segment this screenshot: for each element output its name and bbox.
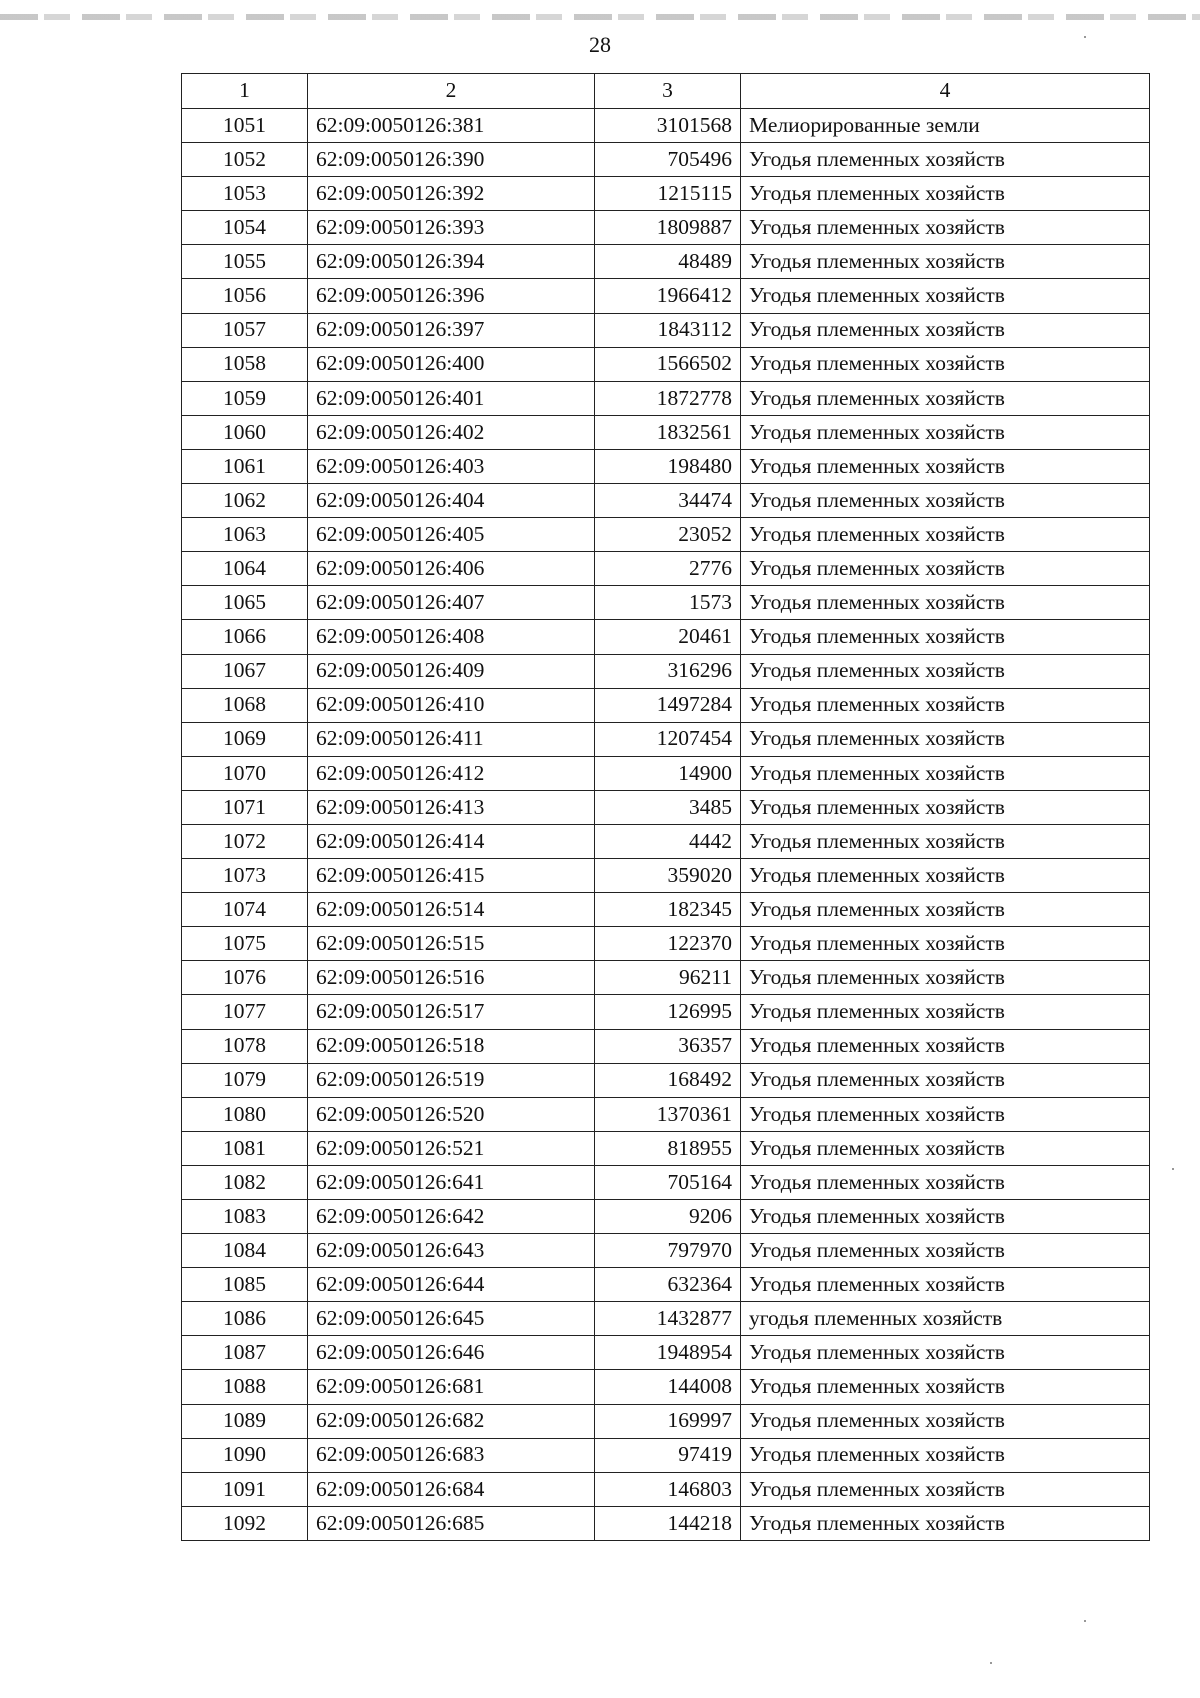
row-number: 1083: [182, 1200, 308, 1234]
area-value: 126995: [595, 995, 741, 1029]
row-number: 1079: [182, 1063, 308, 1097]
row-number: 1062: [182, 484, 308, 518]
area-value: 1207454: [595, 722, 741, 756]
row-number: 1052: [182, 143, 308, 177]
cadastral-number: 62:09:0050126:407: [308, 586, 595, 620]
row-number: 1075: [182, 927, 308, 961]
cadastral-number: 62:09:0050126:410: [308, 688, 595, 722]
table-row: [182, 1336, 1150, 1370]
area-value: 34474: [595, 484, 741, 518]
land-category: Угодья племенных хозяйств: [741, 790, 1150, 824]
land-category: Угодья племенных хозяйств: [741, 893, 1150, 927]
land-category: Угодья племенных хозяйств: [741, 995, 1150, 1029]
cadastral-number: 62:09:0050126:412: [308, 756, 595, 790]
cadastral-number: 62:09:0050126:406: [308, 552, 595, 586]
land-category: Угодья племенных хозяйств: [741, 586, 1150, 620]
table-row: [182, 279, 1150, 313]
area-value: 3485: [595, 790, 741, 824]
table-row: [182, 722, 1150, 756]
row-number: 1089: [182, 1404, 308, 1438]
row-number: 1060: [182, 415, 308, 449]
table-row: [182, 1097, 1150, 1131]
table-row: [182, 824, 1150, 858]
cadastral-number: 62:09:0050126:402: [308, 415, 595, 449]
area-value: 96211: [595, 961, 741, 995]
table-row: [182, 1472, 1150, 1506]
cadastral-number: 62:09:0050126:643: [308, 1234, 595, 1268]
table-row: [182, 586, 1150, 620]
cadastral-number: 62:09:0050126:415: [308, 859, 595, 893]
cadastral-number: 62:09:0050126:390: [308, 143, 595, 177]
scan-speck: [1172, 1168, 1174, 1170]
cadastral-number: 62:09:0050126:517: [308, 995, 595, 1029]
scan-top-edge: [0, 14, 1200, 20]
area-value: 359020: [595, 859, 741, 893]
area-value: 122370: [595, 927, 741, 961]
column-header: 2: [308, 74, 595, 109]
land-category: Угодья племенных хозяйств: [741, 756, 1150, 790]
row-number: 1059: [182, 381, 308, 415]
land-category: Угодья племенных хозяйств: [741, 1506, 1150, 1540]
table-row: [182, 620, 1150, 654]
row-number: 1090: [182, 1438, 308, 1472]
page-number: 28: [589, 32, 611, 57]
table-row: [182, 109, 1150, 143]
table-row: [182, 347, 1150, 381]
table-row: [182, 313, 1150, 347]
row-number: 1063: [182, 518, 308, 552]
land-category: Угодья племенных хозяйств: [741, 381, 1150, 415]
area-value: 198480: [595, 449, 741, 483]
table-row: [182, 1029, 1150, 1063]
table-row: [182, 1268, 1150, 1302]
area-value: 1497284: [595, 688, 741, 722]
cadastral-number: 62:09:0050126:516: [308, 961, 595, 995]
land-category: Угодья племенных хозяйств: [741, 1097, 1150, 1131]
area-value: 632364: [595, 1268, 741, 1302]
area-value: 97419: [595, 1438, 741, 1472]
cadastral-number: 62:09:0050126:645: [308, 1302, 595, 1336]
row-number: 1073: [182, 859, 308, 893]
area-value: 1573: [595, 586, 741, 620]
area-value: 1872778: [595, 381, 741, 415]
land-category: Угодья племенных хозяйств: [741, 1370, 1150, 1404]
row-number: 1065: [182, 586, 308, 620]
area-value: 144218: [595, 1506, 741, 1540]
table-row: [182, 552, 1150, 586]
row-number: 1076: [182, 961, 308, 995]
table-row: [182, 143, 1150, 177]
area-value: 2776: [595, 552, 741, 586]
land-category: Угодья племенных хозяйств: [741, 961, 1150, 995]
land-category: Угодья племенных хозяйств: [741, 722, 1150, 756]
table-row: [182, 211, 1150, 245]
row-number: 1070: [182, 756, 308, 790]
row-number: 1051: [182, 109, 308, 143]
row-number: 1087: [182, 1336, 308, 1370]
area-value: 1966412: [595, 279, 741, 313]
row-number: 1068: [182, 688, 308, 722]
cadastral-number: 62:09:0050126:514: [308, 893, 595, 927]
row-number: 1067: [182, 654, 308, 688]
row-number: 1054: [182, 211, 308, 245]
row-number: 1077: [182, 995, 308, 1029]
table-row: [182, 245, 1150, 279]
land-category: Угодья племенных хозяйств: [741, 484, 1150, 518]
row-number: 1053: [182, 177, 308, 211]
cadastral-number: 62:09:0050126:681: [308, 1370, 595, 1404]
land-category: Угодья племенных хозяйств: [741, 688, 1150, 722]
land-category: Угодья племенных хозяйств: [741, 1200, 1150, 1234]
table-row: [182, 893, 1150, 927]
land-category: Угодья племенных хозяйств: [741, 1131, 1150, 1165]
land-category: Угодья племенных хозяйств: [741, 279, 1150, 313]
area-value: 316296: [595, 654, 741, 688]
area-value: 818955: [595, 1131, 741, 1165]
cadastral-number: 62:09:0050126:411: [308, 722, 595, 756]
area-value: 20461: [595, 620, 741, 654]
table-row: [182, 518, 1150, 552]
column-header: 4: [741, 74, 1150, 109]
cadastral-number: 62:09:0050126:684: [308, 1472, 595, 1506]
scan-speck: [1084, 36, 1086, 38]
land-category: Угодья племенных хозяйств: [741, 1472, 1150, 1506]
row-number: 1078: [182, 1029, 308, 1063]
cadastral-number: 62:09:0050126:404: [308, 484, 595, 518]
area-value: 1948954: [595, 1336, 741, 1370]
row-number: 1055: [182, 245, 308, 279]
table-row: [182, 1506, 1150, 1540]
land-category: Угодья племенных хозяйств: [741, 313, 1150, 347]
table-row: [182, 790, 1150, 824]
cadastral-number: 62:09:0050126:519: [308, 1063, 595, 1097]
area-value: 182345: [595, 893, 741, 927]
land-category: Угодья племенных хозяйств: [741, 518, 1150, 552]
cadastral-number: 62:09:0050126:515: [308, 927, 595, 961]
cadastral-number: 62:09:0050126:397: [308, 313, 595, 347]
land-category: Угодья племенных хозяйств: [741, 143, 1150, 177]
area-value: 169997: [595, 1404, 741, 1438]
row-number: 1072: [182, 824, 308, 858]
table-row: [182, 449, 1150, 483]
table-row: [182, 995, 1150, 1029]
table-row: [182, 1165, 1150, 1199]
row-number: 1064: [182, 552, 308, 586]
row-number: 1091: [182, 1472, 308, 1506]
row-number: 1085: [182, 1268, 308, 1302]
row-number: 1061: [182, 449, 308, 483]
cadastral-number: 62:09:0050126:521: [308, 1131, 595, 1165]
land-category: Угодья племенных хозяйств: [741, 1336, 1150, 1370]
cadastral-number: 62:09:0050126:685: [308, 1506, 595, 1540]
cadastral-number: 62:09:0050126:682: [308, 1404, 595, 1438]
table-row: [182, 484, 1150, 518]
cadastral-number: 62:09:0050126:409: [308, 654, 595, 688]
cadastral-number: 62:09:0050126:646: [308, 1336, 595, 1370]
land-category: Угодья племенных хозяйств: [741, 1438, 1150, 1472]
land-category: Угодья племенных хозяйств: [741, 245, 1150, 279]
table-row: [182, 1234, 1150, 1268]
table-row: [182, 415, 1150, 449]
area-value: 9206: [595, 1200, 741, 1234]
table-row: [182, 177, 1150, 211]
cadastral-number: 62:09:0050126:414: [308, 824, 595, 858]
row-number: 1086: [182, 1302, 308, 1336]
column-header: 3: [595, 74, 741, 109]
table-row: [182, 1370, 1150, 1404]
table-row: [182, 1438, 1150, 1472]
land-category: Угодья племенных хозяйств: [741, 415, 1150, 449]
row-number: 1066: [182, 620, 308, 654]
area-value: 1832561: [595, 415, 741, 449]
land-category: Угодья племенных хозяйств: [741, 1268, 1150, 1302]
area-value: 23052: [595, 518, 741, 552]
area-value: 1809887: [595, 211, 741, 245]
land-category: Угодья племенных хозяйств: [741, 211, 1150, 245]
land-category: Угодья племенных хозяйств: [741, 927, 1150, 961]
land-category: Угодья племенных хозяйств: [741, 1404, 1150, 1438]
cadastral-number: 62:09:0050126:683: [308, 1438, 595, 1472]
land-category: Мелиорированные земли: [741, 109, 1150, 143]
area-value: 36357: [595, 1029, 741, 1063]
area-value: 4442: [595, 824, 741, 858]
table-header-row: [182, 74, 1150, 109]
cadastral-number: 62:09:0050126:408: [308, 620, 595, 654]
table-row: [182, 756, 1150, 790]
cadastral-number: 62:09:0050126:641: [308, 1165, 595, 1199]
row-number: 1069: [182, 722, 308, 756]
area-value: 1566502: [595, 347, 741, 381]
cadastral-number: 62:09:0050126:413: [308, 790, 595, 824]
table-row: [182, 961, 1150, 995]
area-value: 1370361: [595, 1097, 741, 1131]
scan-speck: [1084, 1620, 1086, 1622]
area-value: 48489: [595, 245, 741, 279]
cadastral-number: 62:09:0050126:520: [308, 1097, 595, 1131]
cadastral-number: 62:09:0050126:518: [308, 1029, 595, 1063]
cadastral-number: 62:09:0050126:642: [308, 1200, 595, 1234]
table-row: [182, 1131, 1150, 1165]
table-body: [182, 109, 1150, 1541]
row-number: 1092: [182, 1506, 308, 1540]
land-parcel-table: [181, 73, 1150, 1541]
row-number: 1071: [182, 790, 308, 824]
cadastral-number: 62:09:0050126:401: [308, 381, 595, 415]
table-row: [182, 1302, 1150, 1336]
area-value: 797970: [595, 1234, 741, 1268]
row-number: 1074: [182, 893, 308, 927]
cadastral-number: 62:09:0050126:400: [308, 347, 595, 381]
area-value: 144008: [595, 1370, 741, 1404]
area-value: 1843112: [595, 313, 741, 347]
land-category: угодья племенных хозяйств: [741, 1302, 1150, 1336]
area-value: 705164: [595, 1165, 741, 1199]
area-value: 146803: [595, 1472, 741, 1506]
cadastral-number: 62:09:0050126:396: [308, 279, 595, 313]
row-number: 1058: [182, 347, 308, 381]
table-row: [182, 688, 1150, 722]
area-value: 705496: [595, 143, 741, 177]
land-category: Угодья племенных хозяйств: [741, 654, 1150, 688]
scan-speck: [990, 1662, 992, 1664]
table-row: [182, 654, 1150, 688]
row-number: 1082: [182, 1165, 308, 1199]
cadastral-number: 62:09:0050126:381: [308, 109, 595, 143]
row-number: 1056: [182, 279, 308, 313]
cadastral-number: 62:09:0050126:403: [308, 449, 595, 483]
cadastral-number: 62:09:0050126:392: [308, 177, 595, 211]
land-category: Угодья племенных хозяйств: [741, 1063, 1150, 1097]
table-row: [182, 1063, 1150, 1097]
area-value: 1432877: [595, 1302, 741, 1336]
land-category: Угодья племенных хозяйств: [741, 620, 1150, 654]
row-number: 1081: [182, 1131, 308, 1165]
table-row: [182, 927, 1150, 961]
land-category: Угодья племенных хозяйств: [741, 1234, 1150, 1268]
area-value: 1215115: [595, 177, 741, 211]
column-header: 1: [182, 74, 308, 109]
land-category: Угодья племенных хозяйств: [741, 347, 1150, 381]
land-category: Угодья племенных хозяйств: [741, 1165, 1150, 1199]
land-category: Угодья племенных хозяйств: [741, 177, 1150, 211]
land-category: Угодья племенных хозяйств: [741, 859, 1150, 893]
table-row: [182, 1404, 1150, 1438]
area-value: 3101568: [595, 109, 741, 143]
row-number: 1084: [182, 1234, 308, 1268]
cadastral-number: 62:09:0050126:405: [308, 518, 595, 552]
land-category: Угодья племенных хозяйств: [741, 552, 1150, 586]
cadastral-number: 62:09:0050126:393: [308, 211, 595, 245]
land-category: Угодья племенных хозяйств: [741, 1029, 1150, 1063]
table-row: [182, 1200, 1150, 1234]
cadastral-number: 62:09:0050126:644: [308, 1268, 595, 1302]
row-number: 1080: [182, 1097, 308, 1131]
area-value: 14900: [595, 756, 741, 790]
area-value: 168492: [595, 1063, 741, 1097]
land-category: Угодья племенных хозяйств: [741, 824, 1150, 858]
cadastral-number: 62:09:0050126:394: [308, 245, 595, 279]
table-row: [182, 859, 1150, 893]
row-number: 1057: [182, 313, 308, 347]
land-category: Угодья племенных хозяйств: [741, 449, 1150, 483]
row-number: 1088: [182, 1370, 308, 1404]
table-row: [182, 381, 1150, 415]
